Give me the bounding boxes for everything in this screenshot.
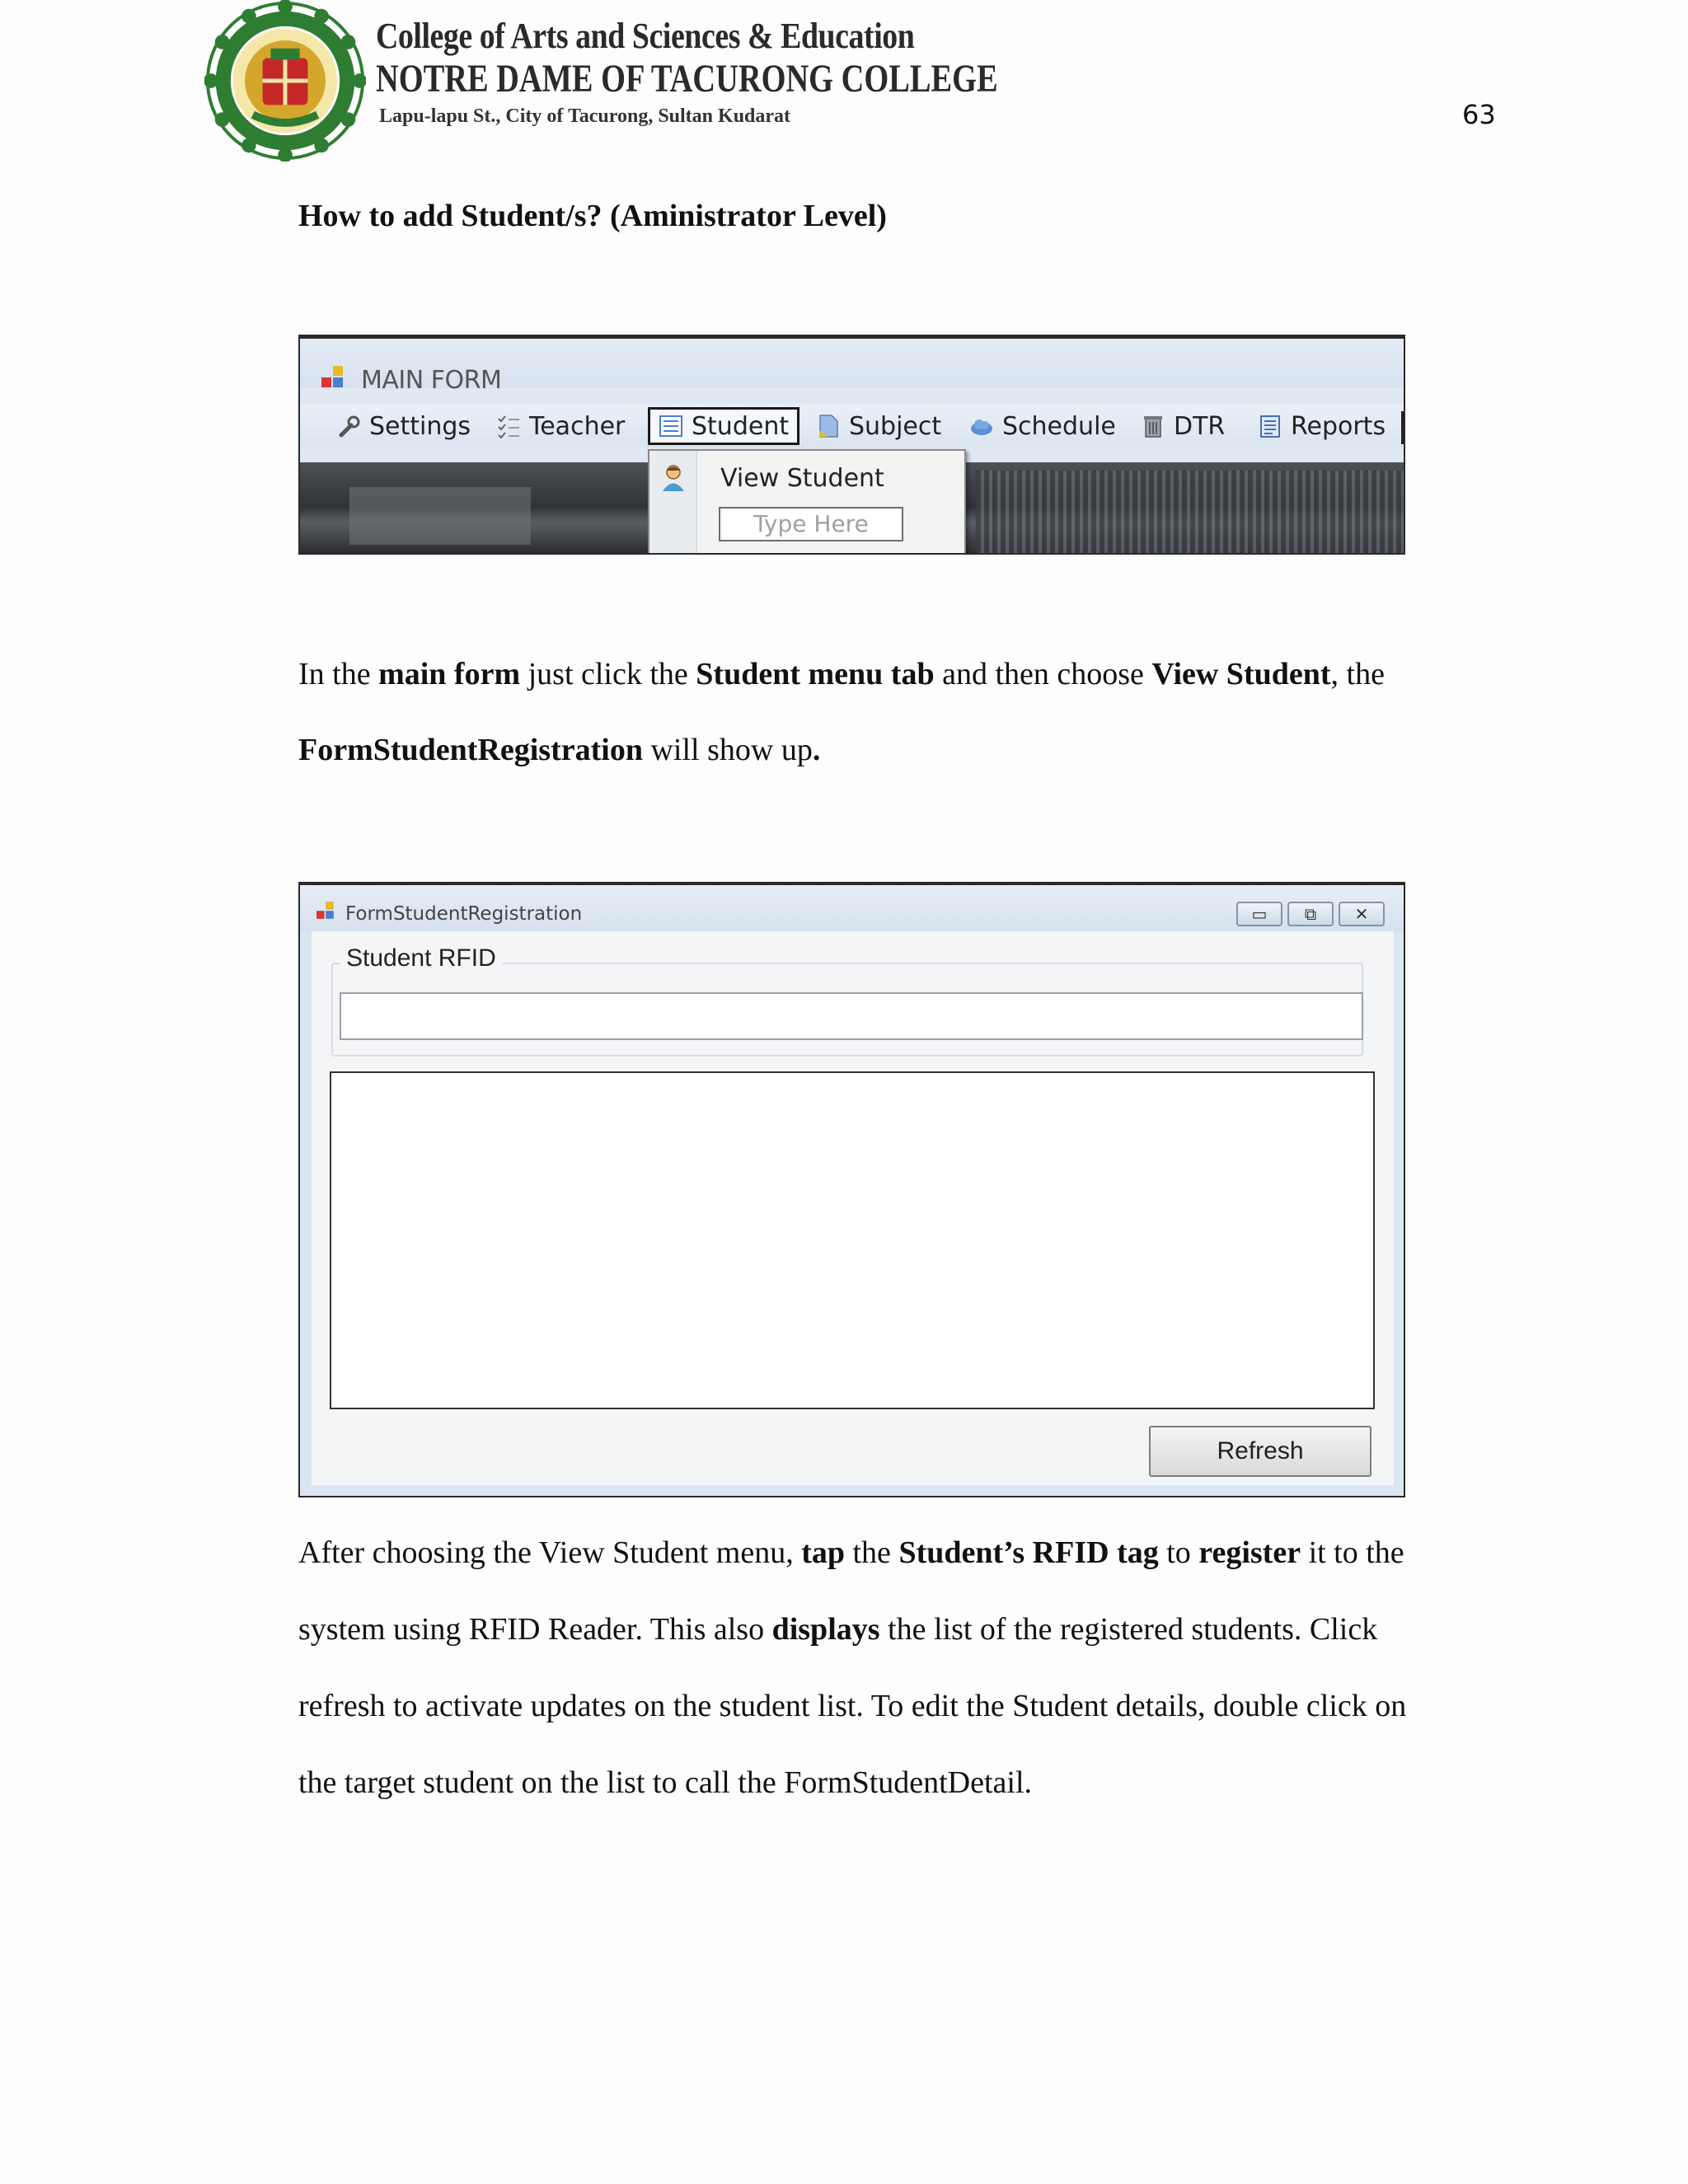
menu-subject-label: Subject (849, 411, 942, 441)
bold-span: View Student (1151, 657, 1331, 691)
student-rfid-input[interactable] (340, 992, 1363, 1040)
main-form-title: MAIN FORM (361, 366, 502, 395)
view-student-menu-item[interactable]: View Student (720, 464, 884, 493)
college-seal-logo (204, 0, 366, 162)
app-window-icon (316, 902, 338, 923)
menu-subject[interactable] (816, 405, 941, 448)
text-span: , the (1330, 657, 1385, 691)
text-span: to (1158, 1535, 1199, 1570)
menu-student-label: Student (692, 411, 790, 441)
cloud-icon (969, 414, 994, 438)
bold-span: tap (801, 1535, 845, 1570)
registration-form-screenshot (298, 882, 1405, 1497)
bold-span: FormStudentRegistration (298, 733, 643, 767)
app-window-icon (321, 366, 348, 392)
menu-schedule[interactable] (969, 405, 1116, 448)
description-line-4: the target student on the list to call the FormStudentDetail. (298, 1765, 1033, 1800)
main-form-titlebar (300, 339, 1404, 395)
menu-reports-label: Reports (1291, 411, 1386, 441)
text-span: just click the (520, 657, 696, 691)
text-span: the list of the registered students. Click (879, 1612, 1378, 1647)
bold-span: register (1198, 1535, 1301, 1570)
text-span: After choosing the View Student menu, (298, 1535, 802, 1570)
bold-span: Student menu tab (696, 657, 935, 691)
text-span: it to the (1301, 1535, 1404, 1570)
menu-separator (1401, 411, 1404, 444)
registration-form-client-area (312, 931, 1394, 1485)
menu-teacher[interactable] (496, 405, 625, 448)
description-line-2 (298, 1611, 1377, 1647)
menu-teacher-label: Teacher (529, 411, 626, 441)
page-number: 63 (1462, 99, 1496, 130)
institution-school-name: NOTRE DAME OF TACURONG COLLEGE (376, 57, 998, 101)
trash-icon (1141, 414, 1165, 438)
institution-address: Lapu-lapu St., City of Tacurong, Sultan Kudarat (379, 105, 791, 127)
menu-dtr-label: DTR (1174, 411, 1226, 441)
bold-span: displays (771, 1612, 880, 1647)
text-span: will show up (642, 733, 813, 767)
close-button[interactable]: ✕ (1339, 902, 1385, 926)
main-form-screenshot (298, 335, 1405, 555)
report-icon (1258, 414, 1282, 438)
banner-building-shape (349, 487, 531, 545)
section-heading: How to add Student/s? (Aministrator Level) (298, 199, 887, 233)
wrench-icon (336, 414, 361, 438)
document-icon (816, 414, 841, 438)
student-rfid-label: Student RFID (340, 944, 503, 972)
user-icon (661, 464, 686, 492)
banner-crowd-shape (976, 471, 1404, 555)
student-list-view[interactable] (330, 1071, 1375, 1409)
menu-settings-label: Settings (369, 411, 471, 441)
menu-schedule-label: Schedule (1002, 411, 1116, 441)
instruction-line-1 (298, 656, 1385, 692)
bold-span: main form (378, 657, 521, 691)
text-span: and then choose (934, 657, 1152, 691)
description-line-1 (298, 1535, 1404, 1571)
type-here-menu-item[interactable]: Type Here (719, 507, 903, 541)
bold-span: . (812, 733, 821, 767)
refresh-button[interactable]: Refresh (1149, 1426, 1372, 1477)
checklist-icon (496, 414, 521, 438)
text-span: the (845, 1535, 899, 1570)
list-icon (659, 414, 683, 438)
bold-span: Student’s RFID tag (898, 1535, 1159, 1570)
institution-college-name: College of Arts and Sciences & Education (376, 16, 915, 56)
description-line-3: refresh to activate updates on the student list. To edit the Student details, double click on (298, 1689, 1407, 1723)
registration-form-title: FormStudentRegistration (345, 903, 583, 925)
main-menu-bar (300, 405, 1404, 448)
text-span: system using RFID Reader. This also (298, 1612, 772, 1647)
registration-form-titlebar (300, 885, 1404, 931)
minimize-button[interactable]: ▭ (1236, 902, 1282, 926)
student-dropdown-menu (648, 449, 966, 555)
menu-dtr[interactable] (1141, 405, 1225, 448)
maximize-button[interactable]: ⧉ (1287, 902, 1334, 926)
text-span: In the (298, 657, 379, 691)
instruction-line-2 (298, 732, 820, 768)
menu-settings[interactable] (336, 405, 471, 448)
menu-reports[interactable] (1258, 405, 1386, 448)
menu-student[interactable] (648, 407, 799, 445)
